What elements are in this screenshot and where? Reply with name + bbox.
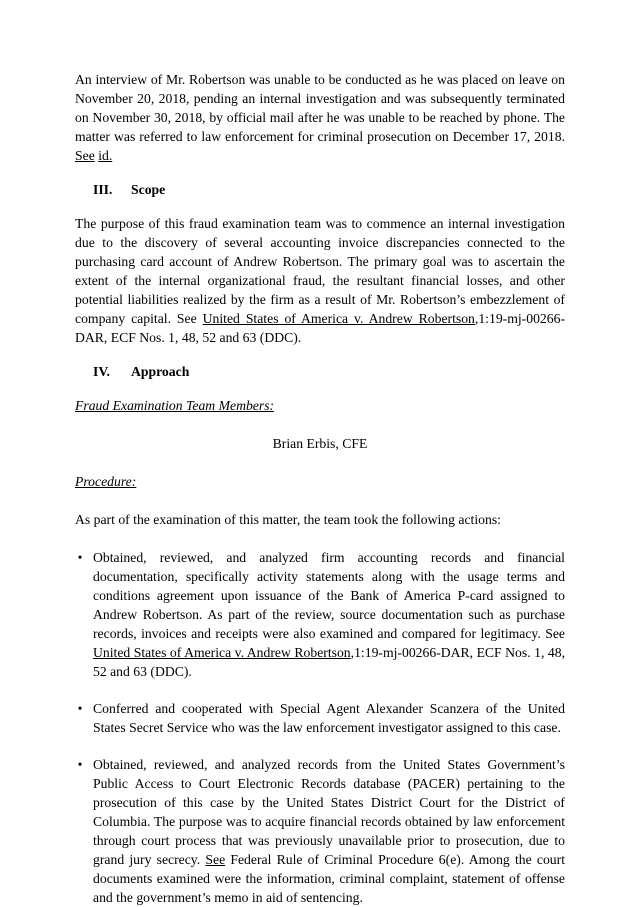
bullet-icon: •: [77, 701, 83, 716]
list-item: [75, 699, 565, 737]
bullet-icon: •: [77, 757, 83, 772]
bullet-3-see-reference: See: [205, 852, 226, 867]
team-members-label: Fraud Examination Team Members:: [75, 398, 275, 413]
scope-number: III.: [93, 182, 113, 197]
bullet-1-case-number: ,1:19-mj-00266-DAR, ECF Nos. 1, 48, 52 and 63 (DDC).: [93, 645, 565, 679]
list-item: [75, 548, 565, 681]
scope-case-citation: United States of America v. Andrew Robertson: [202, 311, 475, 326]
scope-heading: [75, 180, 565, 199]
scope-paragraph: [75, 214, 565, 347]
document-page: [75, 70, 565, 907]
approach-number: IV.: [93, 364, 110, 379]
bullet-3-rest: Federal Rule of Criminal Procedure 6(e). Among the court documents examined were the information, criminal complaint, statement of offense and the government’s memo in aid of sentencing.: [93, 852, 566, 905]
bullet-1-text: Obtained, reviewed, and analyzed firm accounting records and financial documentation, specifically activity statements along with the usage terms and conditions agreement upon issuance of the Bank of America P-card assigned to Andrew Robertson. As part of the review, source documentation such as purchase records, invoices and receipts were also examined and compared for legitimacy. See: [93, 550, 565, 641]
procedure-intro: As part of the examination of this matter, the team took the following actions:: [75, 512, 501, 527]
procedure-label: Procedure:: [75, 474, 137, 489]
list-item: [75, 755, 565, 907]
id-reference: id.: [98, 148, 113, 163]
see-reference: See: [75, 148, 95, 163]
bullet-1-case-citation: United States of America v. Andrew Robertson: [93, 645, 351, 660]
bullet-2-text: Conferred and cooperated with Special Agent Alexander Scanzera of the United States Secret Service who was the law enforcement investigator assigned to this case.: [93, 701, 565, 735]
approach-title: Approach: [131, 364, 190, 379]
bullet-3-text: Obtained, reviewed, and analyzed records from the United States Government’s Public Access to Court Electronic Records database (PACER) pertaining to the prosecution of this case by the United States District Court for the District of Columbia. The purpose was to acquire financial records obtained by law enforcement through court process that was previously unavailable prior to prosecution, due to grand jury secrecy.: [93, 757, 565, 867]
scope-text: The purpose of this fraud examination team was to commence an internal investigation due to the discovery of several accounting invoice discrepancies connected to the purchasing card account of Andrew Robertson. The primary goal was to ascertain the extent of the internal organizational fraud, the resultant financial losses, and other potential liabilities realized by the firm as a result of Mr. Robertson’s embezzlement of company capital. See: [75, 216, 565, 326]
team-member-name: Brian Erbis, CFE: [272, 436, 368, 451]
bullet-icon: •: [77, 550, 83, 565]
interview-text: An interview of Mr. Robertson was unable to be conducted as he was placed on leave on November 20, 2018, pending an internal investigation and was subsequently terminated on November 30, 2018, by official mail after he was unable to be reached by phone. The matter was referred to law enforcement for criminal prosecution on December 17, 2018.: [75, 72, 565, 144]
interview-paragraph: [75, 70, 565, 165]
scope-case-number: ,1:19-mj-00266-DAR, ECF Nos. 1, 48, 52 and 63 (DDC).: [75, 311, 566, 345]
scope-title: Scope: [131, 182, 166, 197]
procedure-list: [75, 548, 565, 907]
approach-heading: [75, 362, 565, 381]
